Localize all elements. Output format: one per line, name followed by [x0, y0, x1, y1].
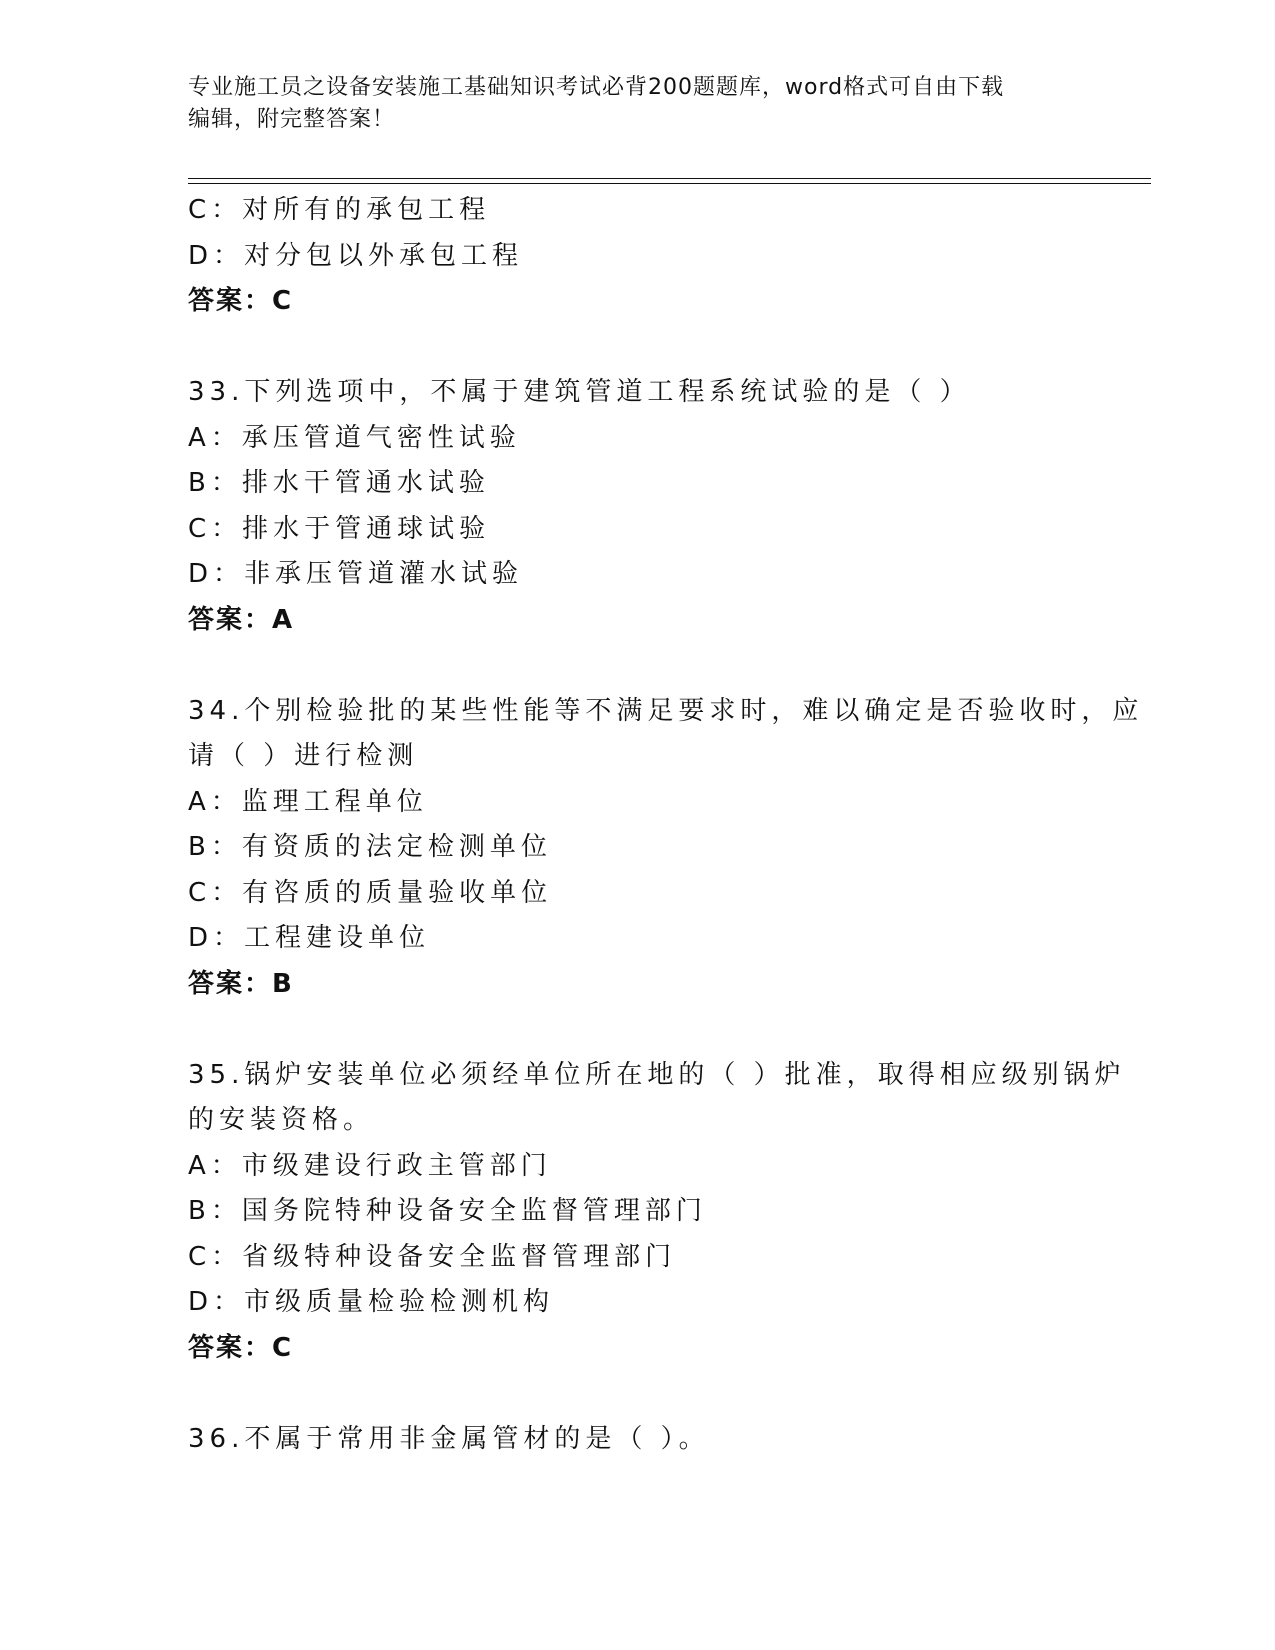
q34-question-line-2: 请（ ）进行检测 [188, 741, 419, 771]
q33-option-b: B：排水干管通水试验 [188, 468, 490, 498]
header-title-line-2: 编辑，附完整答案！ [188, 107, 396, 132]
q35-answer: 答案：C [188, 1332, 294, 1363]
q34-question-line-1: 34.个别检验批的某些性能等不满足要求时，难以确定是否验收时，应 [188, 695, 1144, 726]
spacer [188, 1371, 1088, 1417]
q34-answer: 答案：B [188, 968, 294, 999]
q32-option-d: D：对分包以外承包工程 [188, 240, 524, 271]
q33-answer: 答案：A [188, 604, 295, 635]
q35-option-c: C：省级特种设备安全监督管理部门 [188, 1241, 677, 1272]
question-list [188, 188, 1144, 1462]
q34-option-b: B：有资质的法定检测单位 [188, 832, 552, 862]
header-rule-bottom [188, 183, 1151, 184]
q34-option-c: C：有咨质的质量验收单位 [188, 877, 553, 908]
spacer [188, 643, 1088, 689]
q33-question: 33.下列选项中，不属于建筑管道工程系统试验的是（ ） [188, 377, 971, 407]
q36-question: 36.不属于常用非金属管材的是（ ）。 [188, 1423, 710, 1454]
q35-question-line-1: 35.锅炉安装单位必须经单位所在地的（ ）批准，取得相应级别锅炉 [188, 1059, 1126, 1090]
q33-option-c: C：排水于管通球试验 [188, 513, 491, 544]
spacer [188, 325, 1088, 371]
header-rule-top [188, 178, 1151, 179]
q32-answer: 答案：C [188, 286, 294, 316]
spacer [188, 1007, 1088, 1053]
q34-option-d: D：工程建设单位 [188, 923, 431, 953]
q34-option-a: A：监理工程单位 [188, 786, 428, 817]
q32-option-c: C：对所有的承包工程 [188, 195, 491, 225]
header-title-line-1: 专业施工员之设备安装施工基础知识考试必背200题题库，word格式可自由下载 [188, 75, 1005, 100]
q35-question-line-2: 的安装资格。 [188, 1105, 375, 1135]
q33-option-a: A：承压管道气密性试验 [188, 422, 521, 453]
q33-option-d: D：非承压管道灌水试验 [188, 559, 524, 589]
q35-option-b: B：国务院特种设备安全监督管理部门 [188, 1196, 707, 1226]
q35-option-a: A：市级建设行政主管部门 [188, 1150, 552, 1181]
document-header [188, 72, 1088, 136]
q35-option-d: D：市级质量检验检测机构 [188, 1287, 555, 1317]
